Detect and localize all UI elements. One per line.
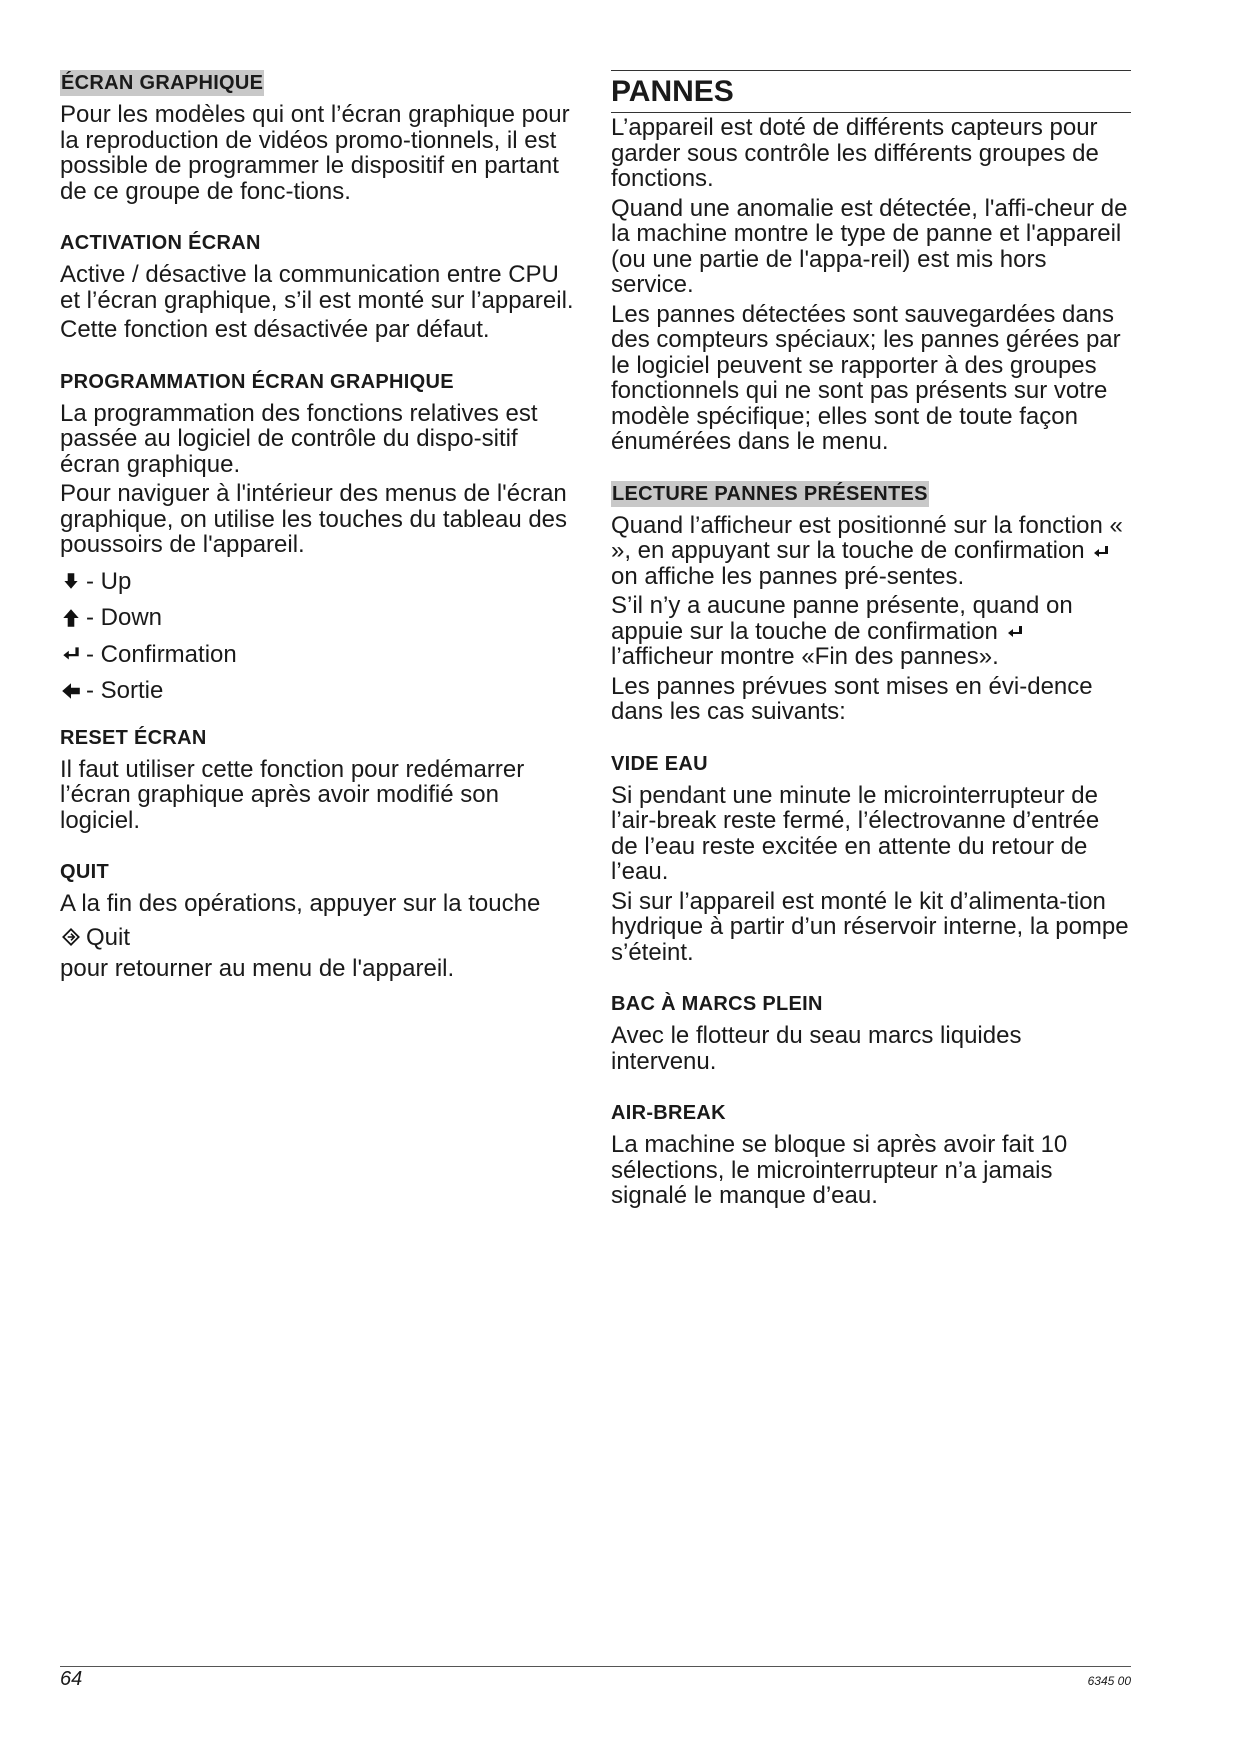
key-confirmation <box>60 642 580 668</box>
paragraph: La programmation des fonctions relatives est passée au logiciel de contrôle du dispo-sitif écran graphique. <box>60 399 538 478</box>
key-label: Quit <box>86 923 131 951</box>
key-label: - Sortie <box>86 677 164 704</box>
paragraph: Les pannes prévues sont mises en évi-dence dans les cas suivants: <box>611 672 1093 725</box>
subheading-reset: RESET ÉCRAN <box>60 726 207 749</box>
subheading-vide-eau: VIDE EAU <box>611 752 708 775</box>
text-part: on affiche les pannes pré-sentes. <box>611 562 965 590</box>
arrow-down-icon <box>60 570 82 592</box>
enter-icon <box>60 643 82 665</box>
key-label: - Up <box>86 567 132 595</box>
paragraph: Les pannes détectées sont sauvegardées dans des compteurs spéciaux; les pannes gérées par le logiciel peuvent se rapporter à des groupes fonctionnels qui ne sont pas présents sur votre modèle spécifique; elles sont de toute façon énumérées dans le menu. <box>611 300 1121 455</box>
paragraph: Pour les modèles qui ont l’écran graphique pour la reproduction de vidéos promo-tionnels, il est possible de programmer le dispositif en partant de ce groupe de fonc-tions. <box>60 101 570 205</box>
paragraph: La machine se bloque si après avoir fait 10 sélections, le microinterrupteur n’a jamais signalé le manque d’eau. <box>611 1131 1068 1209</box>
key-quit <box>60 925 580 951</box>
paragraph: Si sur l’appareil est monté le kit d’alimenta-tion hydrique à partir d’un réservoir interne, la pompe s’éteint. <box>611 887 1129 966</box>
paragraph: L’appareil est doté de différents capteurs pour garder sous contrôle les différents groupes de fonctions. <box>611 114 1099 192</box>
section-heading-lecture: LECTURE PANNES PRÉSENTES <box>612 482 928 505</box>
key-label: - Confirmation <box>86 640 237 668</box>
subheading-air-break: AIR-BREAK <box>611 1102 726 1124</box>
text-part: l’afficheur montre «Fin des pannes». <box>611 643 999 670</box>
paragraph: Cette fonction est désactivée par défaut. <box>60 316 490 343</box>
text-part: S’il n’y a aucune panne présente, quand on appuie sur la touche de confirmation <box>611 592 1073 645</box>
quit-icon <box>60 926 82 948</box>
right-column <box>611 70 1131 1213</box>
left-column <box>60 70 580 986</box>
paragraph: Si pendant une minute le microinterrupteur de l’air-break reste fermé, l’électrovanne d’entrée de l’eau reste excitée en attente du retour de l’eau. <box>611 781 1100 885</box>
footer-rule <box>60 1666 1131 1667</box>
enter-icon <box>1091 542 1111 562</box>
paragraph <box>611 593 1131 670</box>
subheading-bac: BAC À MARCS PLEIN <box>611 993 823 1015</box>
key-up <box>60 569 580 595</box>
subheading-activation: ACTIVATION ÉCRAN <box>60 232 261 254</box>
paragraph: A la fin des opérations, appuyer sur la touche <box>60 890 541 917</box>
section-heading-ecran-graphique: ÉCRAN GRAPHIQUE <box>61 72 264 94</box>
subheading-programmation: PROGRAMMATION ÉCRAN GRAPHIQUE <box>60 370 454 393</box>
page-number: 64 <box>60 1668 83 1690</box>
paragraph: Quand une anomalie est détectée, l'affi-cheur de la machine montre le type de panne et l'appareil (ou une partie de l'appa-reil) est mis hors service. <box>611 194 1128 298</box>
section-title-pannes: PANNES <box>611 70 1131 113</box>
paragraph: Pour naviguer à l'intérieur des menus de l'écran graphique, on utilise les touches du tableau des poussoirs de l'appareil. <box>60 480 568 558</box>
text-part: Quand l’afficheur est positionné sur la fonction « », en appuyant sur la touche de confirmation <box>611 511 1123 564</box>
key-down <box>60 605 580 631</box>
enter-icon <box>1005 622 1025 642</box>
paragraph <box>611 513 1131 590</box>
paragraph: pour retourner au menu de l'appareil. <box>60 955 455 982</box>
key-label: - Down <box>86 604 163 631</box>
document-code: 6345 00 <box>1087 1674 1131 1688</box>
arrow-up-icon <box>60 607 82 629</box>
arrow-left-icon <box>60 680 82 702</box>
paragraph: Il faut utiliser cette fonction pour redémarrer l’écran graphique après avoir modifié son logiciel. <box>60 755 525 834</box>
key-sortie <box>60 678 580 704</box>
paragraph: Avec le flotteur du seau marcs liquides intervenu. <box>611 1022 1022 1075</box>
subheading-quit: QUIT <box>60 861 109 883</box>
paragraph: Active / désactive la communication entre CPU et l’écran graphique, s’il est monté sur l’appareil. <box>60 261 574 314</box>
